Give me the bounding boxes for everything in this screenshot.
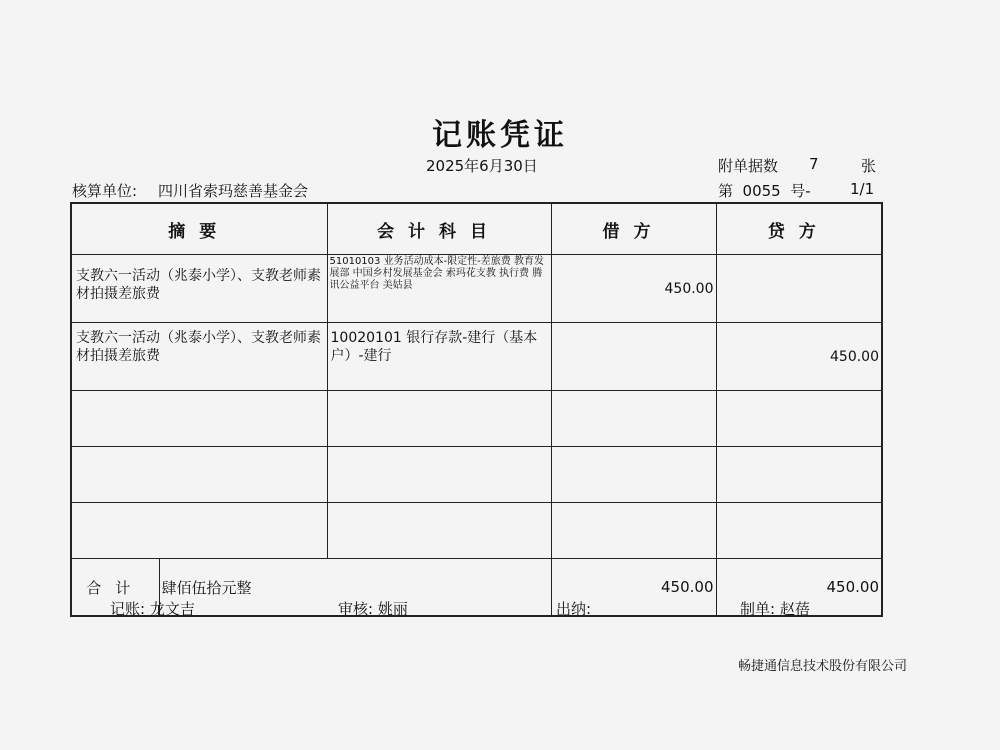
header-account: 会计科目	[327, 203, 551, 255]
row-summary: 支教六一活动（兆泰小学）、支教老师素材拍摄差旅费	[71, 323, 327, 391]
attachment-unit: 张	[861, 157, 877, 175]
header-debit: 借方	[551, 203, 716, 255]
header-credit: 贷方	[716, 203, 882, 255]
software-company: 畅捷通信息技术股份有限公司	[738, 659, 908, 674]
table-row	[71, 323, 882, 391]
table-row-empty	[71, 447, 882, 503]
voucher-table	[70, 202, 883, 617]
row-credit: 450.00	[716, 323, 882, 391]
voucher-date: 2025年6月30日	[426, 157, 538, 175]
table-row-empty	[71, 503, 882, 559]
total-debit: 450.00	[551, 559, 716, 617]
row-summary: 支教六一活动（兆泰小学）、支教老师素材拍摄差旅费	[71, 255, 327, 323]
voucher-number: 第 0055 号-	[718, 182, 811, 200]
row-account: 10020101 银行存款-建行（基本户）-建行	[327, 323, 551, 391]
accounting-unit-value: 四川省索玛慈善基金会	[158, 182, 309, 200]
voucher-page-count: 1/1	[850, 180, 875, 198]
header-summary: 摘要	[71, 203, 327, 255]
table-header-row	[71, 203, 882, 255]
total-label: 合计	[71, 559, 159, 617]
table-row-empty	[71, 391, 882, 447]
attachment-count: 7	[809, 155, 819, 173]
total-amount-words: 肆佰伍拾元整	[159, 559, 551, 617]
voucher-title: 记账凭证	[432, 118, 568, 153]
preparer-signature: 制单: 赵蓓	[740, 600, 810, 618]
row-debit: 450.00	[551, 255, 716, 323]
attachment-label: 附单据数	[718, 157, 779, 175]
row-account: 51010103 业务活动成本-限定性-差旅费 教育发展部 中国乡村发展基金会 索玛花支教 执行费 腾讯公益平台 美姑县	[327, 255, 551, 323]
total-credit: 450.00	[716, 559, 882, 617]
cashier-signature: 出纳:	[556, 600, 592, 618]
table-row	[71, 255, 882, 323]
bookkeeper-signature: 记账: 龙文吉	[110, 600, 195, 618]
reviewer-signature: 审核: 姚丽	[338, 600, 408, 618]
row-debit	[551, 323, 716, 391]
row-credit	[716, 255, 882, 323]
accounting-unit-label: 核算单位:	[72, 182, 138, 200]
